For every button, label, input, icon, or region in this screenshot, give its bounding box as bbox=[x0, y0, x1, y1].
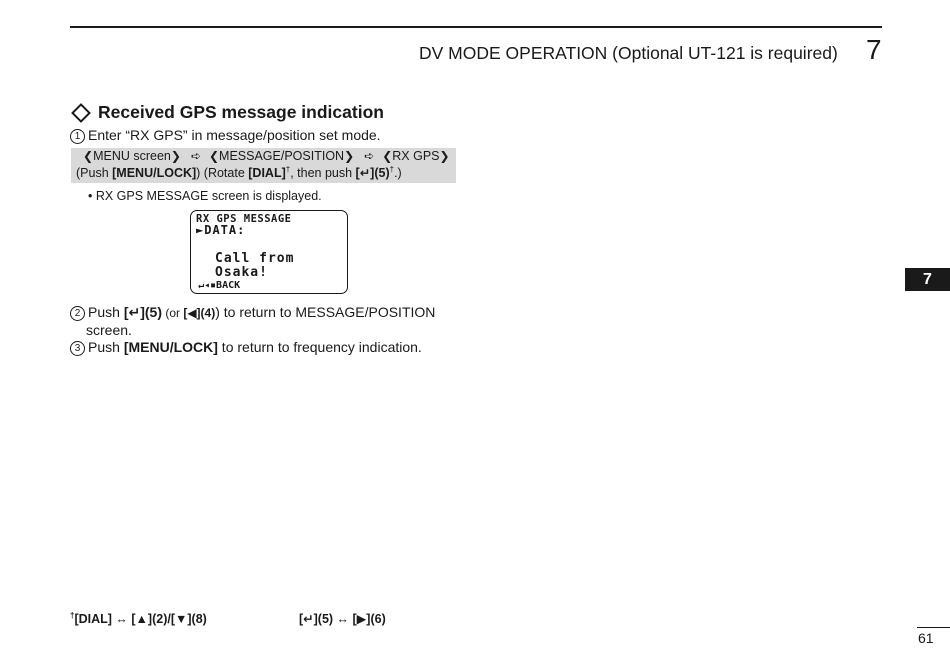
chevron-left-icon: ❮ bbox=[382, 149, 393, 163]
menu-path-box bbox=[71, 148, 456, 183]
step-2 bbox=[70, 304, 458, 339]
dagger-mark: † bbox=[389, 165, 395, 174]
step-3-text: to return to frequency indication. bbox=[217, 339, 422, 355]
lcd-screen bbox=[190, 210, 348, 294]
menu-path-line2 bbox=[76, 165, 402, 180]
step-2-text: (or bbox=[161, 306, 184, 320]
header-title: DV MODE OPERATION (Optional UT-121 is required) bbox=[419, 43, 838, 63]
lcd-message-line2: Osaka! bbox=[215, 265, 268, 280]
menu-lock-key: [MENU/LOCK] bbox=[123, 339, 218, 355]
chevron-right-icon: ❯ bbox=[344, 149, 355, 163]
chapter-tab: 7 bbox=[905, 268, 950, 291]
menu-lock-key: [MENU/LOCK] bbox=[112, 166, 197, 181]
chevron-right-icon: ❯ bbox=[170, 149, 181, 163]
enter-key: [↵](5) bbox=[123, 304, 162, 320]
step-1-text: Enter “RX GPS” in message/position set mode. bbox=[88, 127, 381, 143]
step-1-number: 1 bbox=[70, 129, 85, 144]
menu-path-text: .) bbox=[394, 166, 402, 181]
step-2-line2: screen. bbox=[86, 322, 132, 338]
screen-note: • RX GPS MESSAGE screen is displayed. bbox=[88, 189, 322, 203]
footnote-dial bbox=[70, 611, 207, 626]
step-2-text: ) to return to MESSAGE/POSITION bbox=[215, 304, 436, 320]
lcd-title: RX GPS MESSAGE bbox=[196, 213, 292, 225]
dagger-mark: † bbox=[70, 611, 75, 620]
footnote-enter: [↵](5) ↔ [▶](6) bbox=[299, 612, 386, 626]
step-3-text: Push bbox=[88, 339, 124, 355]
page-number: 61 bbox=[918, 630, 934, 646]
section-heading bbox=[70, 102, 384, 123]
lcd-data-label: ►DATA: bbox=[196, 223, 246, 237]
chevron-right-icon: ❯ bbox=[439, 149, 450, 163]
menu-path-text: , then push bbox=[290, 166, 356, 181]
dial-key: [DIAL] bbox=[248, 166, 286, 181]
section-heading-text: Received GPS message indication bbox=[98, 102, 384, 122]
arrow-icon: ➪ bbox=[364, 149, 375, 163]
step-2-line1 bbox=[70, 304, 458, 322]
left-key: [◀](4) bbox=[183, 306, 216, 320]
menu-path-text: ) (Rotate bbox=[196, 166, 249, 181]
lcd-back: ↵◂▪BACK bbox=[198, 280, 241, 291]
menu-path-text: (Push bbox=[76, 166, 113, 181]
chapter-number: 7 bbox=[866, 34, 882, 65]
menu-path-item: RX GPS bbox=[392, 149, 440, 163]
dagger-mark: † bbox=[285, 165, 291, 174]
step-1 bbox=[70, 127, 381, 144]
header-rule bbox=[70, 26, 882, 28]
page-number-rule bbox=[917, 627, 950, 628]
footnote-dial-text: [DIAL] ↔ [▲](2)/[▼](8) bbox=[74, 612, 207, 627]
menu-path-item: MENU screen bbox=[93, 149, 171, 163]
step-3 bbox=[70, 339, 422, 356]
arrow-icon: ➪ bbox=[190, 149, 201, 163]
lcd-message-line1: Call from bbox=[215, 251, 295, 266]
menu-path-item: MESSAGE/POSITION bbox=[219, 149, 345, 163]
menu-path-line1 bbox=[83, 149, 450, 163]
chevron-left-icon: ❮ bbox=[208, 149, 220, 163]
enter-key: [↵](5) bbox=[355, 166, 390, 181]
step-2-text: Push bbox=[88, 304, 124, 320]
step-3-number: 3 bbox=[70, 341, 85, 356]
chevron-left-icon: ❮ bbox=[83, 149, 94, 163]
step-2-number: 2 bbox=[70, 306, 85, 321]
diamond-icon bbox=[71, 103, 91, 123]
